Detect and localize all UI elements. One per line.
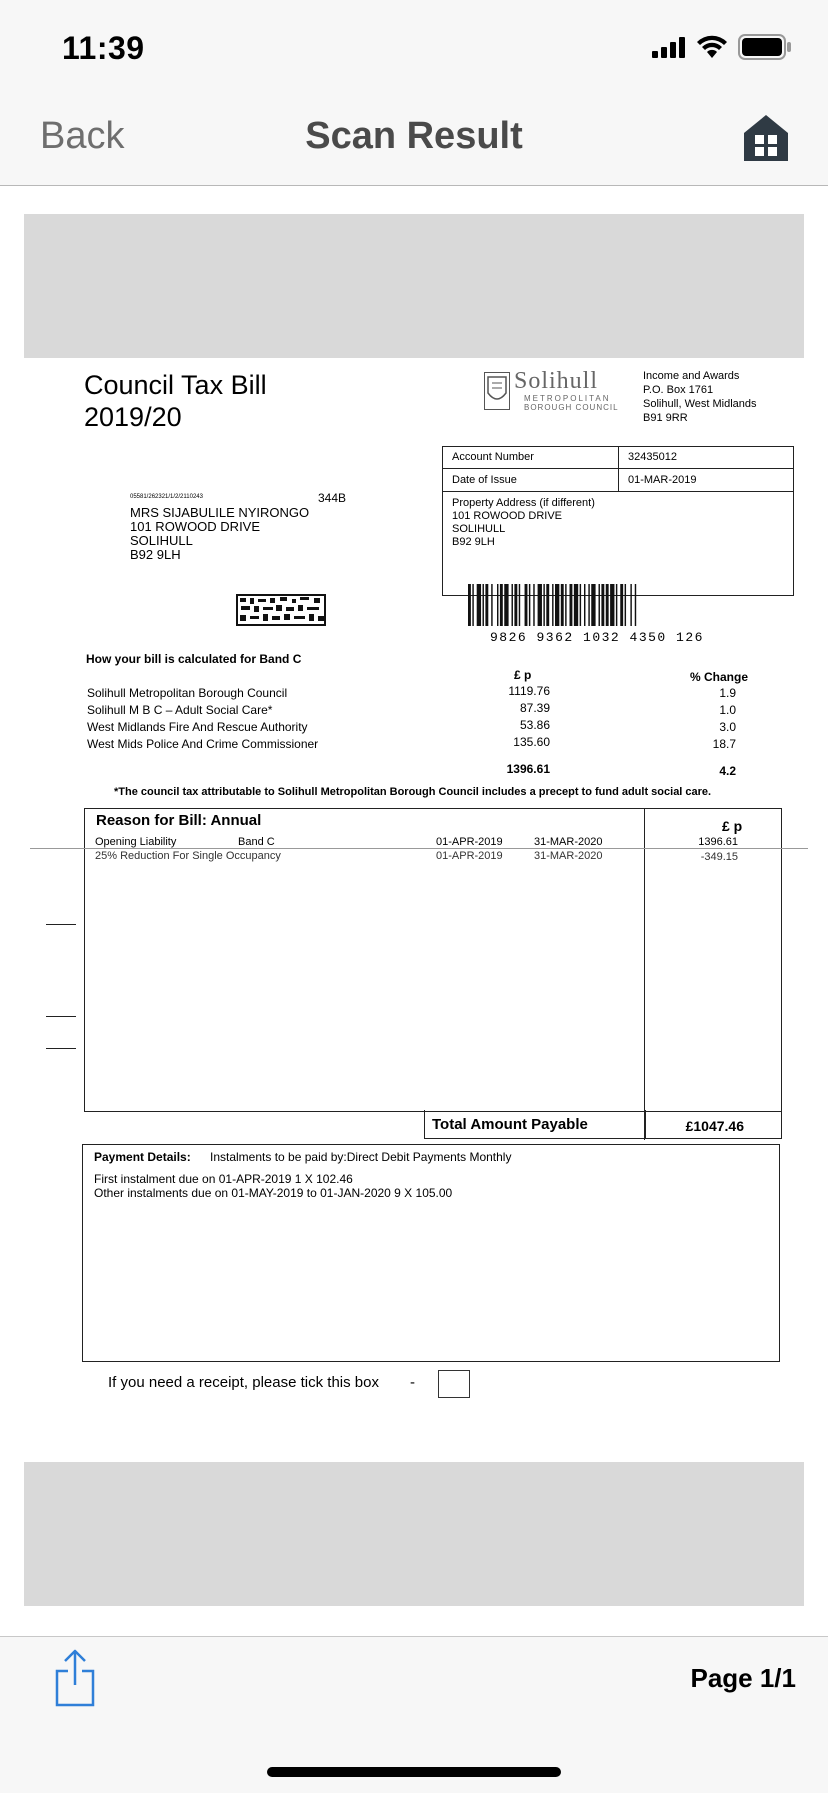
datamatrix-code-icon	[236, 594, 326, 626]
charge-name: West Mids Police And Crime Commissioner	[87, 737, 319, 751]
reason-line-to: 31-MAR-2020	[534, 836, 603, 848]
reason-line-description: Opening Liability	[95, 836, 177, 848]
barcode-icon	[468, 584, 728, 626]
property-line1: 101 ROWOOD DRIVE	[452, 510, 563, 522]
recipient-code: 344B	[318, 491, 347, 505]
scan-artifact-line	[30, 848, 808, 849]
charges-total-change: 4.2	[719, 764, 736, 778]
charge-amount: 1119.76	[508, 684, 550, 698]
account-number-label: Account Number	[452, 451, 534, 463]
charge-change: 3.0	[719, 720, 736, 734]
punch-mark	[46, 1016, 76, 1017]
payment-method: Instalments to be paid by:Direct Debit Payments Monthly	[210, 1150, 512, 1164]
punch-mark	[46, 924, 76, 925]
house-grid-icon	[742, 113, 790, 163]
payment-line1: First instalment due on 01-APR-2019 1 X 102.46	[94, 1172, 353, 1186]
reason-pounds-header: £ p	[722, 818, 743, 834]
status-icons	[652, 34, 792, 60]
sender-line2: P.O. Box 1761	[643, 384, 714, 396]
divider	[442, 491, 793, 492]
reason-line-from: 01-APR-2019	[436, 850, 503, 862]
charge-amount: 53.86	[519, 718, 550, 732]
bill-year: 2019/20	[84, 402, 182, 432]
punch-mark	[46, 1048, 76, 1049]
home-button[interactable]	[742, 113, 790, 168]
footnote: *The council tax attributable to Solihull Metropolitan Borough Council includes a precept to fund adult social care.	[114, 786, 712, 798]
charge-name: West Midlands Fire And Rescue Authority	[87, 720, 308, 734]
cellular-signal-icon	[652, 36, 686, 58]
reason-line-description: 25% Reduction For Single Occupancy	[95, 850, 281, 862]
reason-line-to: 31-MAR-2020	[534, 850, 603, 862]
council-logo-sub2: BOROUGH COUNCIL	[524, 403, 619, 412]
page-indicator: Page 1/1	[690, 1663, 796, 1693]
property-line2: SOLIHULL	[452, 523, 506, 535]
page-title: Scan Result	[305, 115, 523, 157]
barcode-number: 9826 9362 1032 4350 126	[490, 630, 704, 645]
property-label: Property Address (if different)	[452, 497, 595, 509]
reason-line-band: Band C	[238, 836, 275, 848]
receipt-checkbox[interactable]	[438, 1370, 470, 1398]
reason-heading: Reason for Bill: Annual	[96, 812, 262, 829]
battery-icon	[738, 34, 792, 60]
council-logo-text: Solihull	[514, 368, 599, 394]
charge-name: Solihull Metropolitan Borough Council	[87, 686, 288, 700]
status-time: 11:39	[62, 30, 145, 66]
charge-name: Solihull M B C – Adult Social Care*	[87, 703, 273, 717]
home-indicator[interactable]	[267, 1767, 561, 1777]
crop-margin-bottom	[24, 1462, 804, 1606]
reason-line-amount: -349.15	[700, 851, 738, 863]
charge-change: 18.7	[712, 737, 736, 751]
divider	[618, 446, 619, 491]
sender-line1: Income and Awards	[643, 370, 740, 382]
payment-label: Payment Details:	[94, 1150, 191, 1164]
sender-line3: Solihull, West Midlands	[643, 398, 757, 410]
status-bar	[0, 0, 828, 95]
date-of-issue: 01-MAR-2019	[628, 474, 697, 486]
total-value: £1047.46	[685, 1118, 744, 1134]
recipient-line3: B92 9LH	[130, 547, 181, 562]
charge-amount: 87.39	[519, 701, 550, 715]
share-icon	[54, 1649, 96, 1707]
recipient-name: MRS SIJABULILE NYIRONGO	[130, 505, 310, 520]
date-of-issue-label: Date of Issue	[452, 474, 517, 486]
payment-line2: Other instalments due on 01-MAY-2019 to 01-JAN-2020 9 X 105.00	[94, 1186, 453, 1200]
pounds-column-header: £ p	[514, 668, 532, 682]
back-button[interactable]: Back	[40, 115, 125, 157]
charges-total: 1396.61	[506, 762, 550, 776]
recipient-reference: 05581/262321/1/2/2110243	[130, 494, 203, 500]
total-label: Total Amount Payable	[432, 1116, 588, 1133]
share-button[interactable]	[54, 1649, 96, 1712]
receipt-dash: -	[410, 1374, 415, 1391]
scanned-document	[24, 358, 804, 1460]
calc-heading: How your bill is calculated for Band C	[86, 652, 302, 666]
charge-change: 1.9	[719, 686, 736, 700]
bottom-toolbar	[0, 1636, 828, 1793]
divider	[644, 808, 645, 1140]
property-line3: B92 9LH	[452, 536, 495, 548]
change-column-header: % Change	[690, 670, 749, 684]
reason-line-amount: 1396.61	[698, 836, 738, 848]
bill-title: Council Tax Bill	[84, 370, 267, 400]
recipient-line2: SOLIHULL	[130, 533, 193, 548]
receipt-prompt: If you need a receipt, please tick this box	[108, 1374, 379, 1391]
wifi-icon	[696, 35, 728, 59]
recipient-line1: 101 ROWOOD DRIVE	[130, 519, 261, 534]
sender-line4: B91 9RR	[643, 412, 688, 424]
council-logo-sub1: METROPOLITAN	[524, 394, 611, 403]
reason-line-from: 01-APR-2019	[436, 836, 503, 848]
charge-amount: 135.60	[513, 735, 550, 749]
account-number: 32435012	[628, 451, 677, 463]
council-crest-icon	[484, 372, 510, 410]
navigation-bar	[0, 95, 828, 186]
crop-margin-top	[24, 214, 804, 358]
charge-change: 1.0	[719, 703, 736, 717]
